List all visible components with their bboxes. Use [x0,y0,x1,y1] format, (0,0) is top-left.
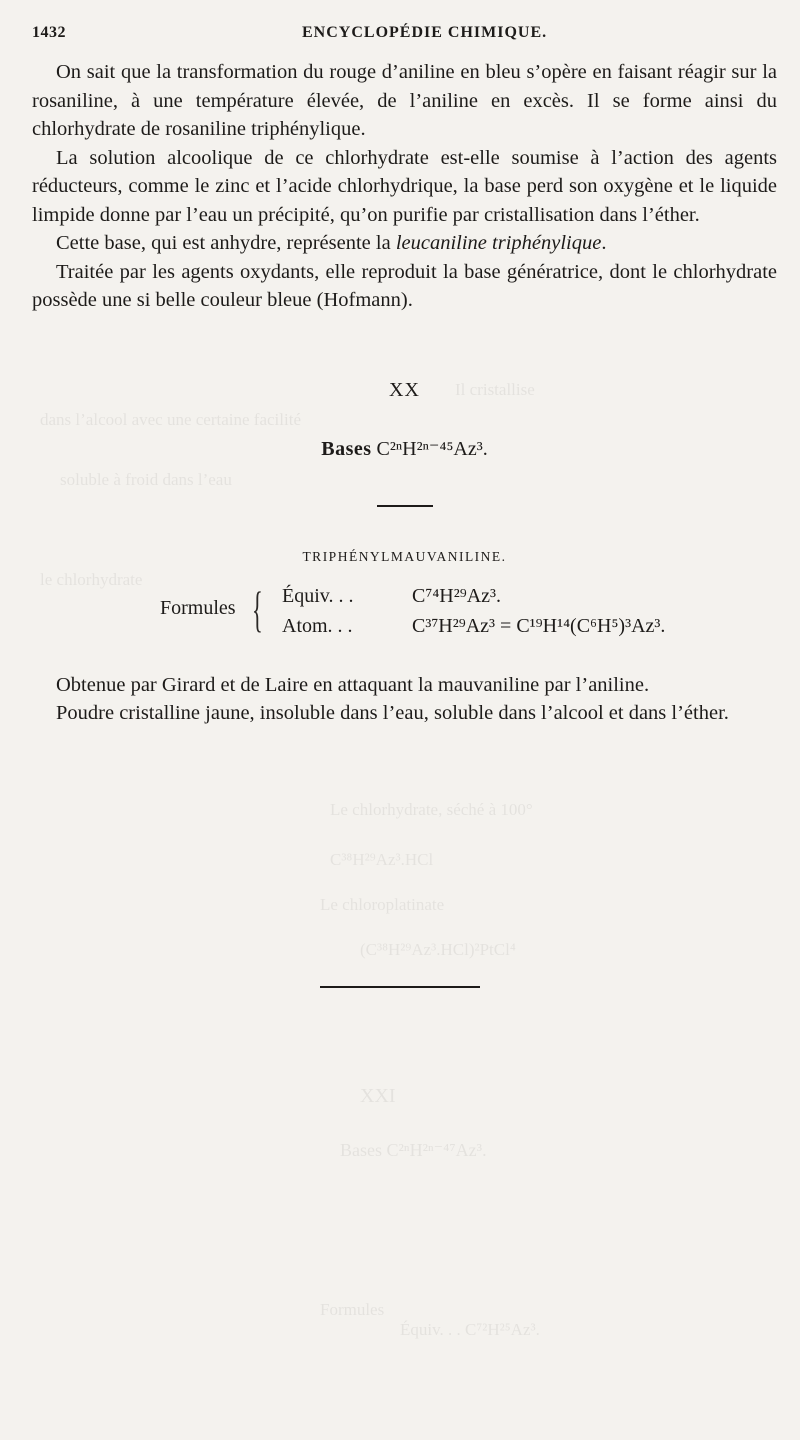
paragraph-leucaniline-text: Cette base, qui est anhydre, représente la [56,232,396,254]
section-title-bold: Bases [321,437,372,460]
end-divider [320,986,480,988]
compound-name: TRIPHÉNYLMAUVANILINE. [302,548,507,564]
paragraph-leucaniline-italic: leucaniline triphénylique [395,232,602,254]
section-number: XX [389,378,420,401]
paragraph-rosaniline: On sait que la transformation du rouge d’aniline en bleu s’opère en faisant réagir sur la rosaniline, à une température élevée, de l’aniline en excès. Il se forme ainsi du chlorhydrate de rosaniline triphénylique. [32,61,777,140]
paragraph-preparation: Obtenue par Girard et de Laire en attaquant la mauvaniline par l’aniline. [56,673,650,696]
section-title [32,436,777,461]
formula-equiv-value: C⁷⁴H²⁹Az³. [412,584,502,607]
paragraph-properties: Poudre cristalline jaune, insoluble dans l’eau, soluble dans l’alcool et dans l’éther. [56,702,729,724]
formula-label: Formules [160,596,236,619]
formula-equiv-label: Équiv. . . [282,584,354,607]
section-title-formula: C²ⁿH²ⁿ⁻⁴⁵Az³. [376,437,488,460]
bleed-through-background: Il cristallise dans l’alcool avec une certaine facilité soluble à froid dans l’eau le chlorhydrate Le chlorhydrate, séché à 100° C³⁸H²⁹Az³.HCl Le chloroplatinate (C³⁸H²⁹Az³.HCl)²PtCl⁴ XXI Bases C²ⁿH²ⁿ⁻⁴⁷Az³. Formules Équiv. . . C⁷²H²⁵Az³. [40,380,540,1339]
section-divider [377,505,433,507]
paragraph-leucaniline-end: . [601,232,607,254]
formula-equiv-row [282,585,501,608]
running-title: ENCYCLOPÉDIE CHIMIQUE. [302,24,548,41]
paragraph-leucaniline [32,229,777,258]
paragraph-oxidation: Traitée par les agents oxydants, elle reproduit la base génératrice, dont le chlorhydrate possède une si belle couleur bleue (Hofmann). [32,260,777,311]
paragraph-reduction: La solution alcoolique de ce chlorhydrate est-elle soumise à l’action des agents réducteurs, comme le zinc et l’acide chlorhydrique, la base perd son oxygène et le liquide limpide donne par l’eau un précipité, qu’on purifie par cristallisation dans l’éther. [32,146,777,226]
page-header [32,22,777,48]
formula-atom-label: Atom. . . [282,614,353,637]
document-page [32,22,777,728]
formula-block [32,579,777,643]
brace-glyph: { [252,580,263,637]
formula-atom-row [282,615,665,638]
formula-atom-value: C³⁷H²⁹Az³ = C¹⁹H¹⁴(C⁶H⁵)³Az³. [412,614,666,637]
page-number: 1432 [32,24,66,41]
